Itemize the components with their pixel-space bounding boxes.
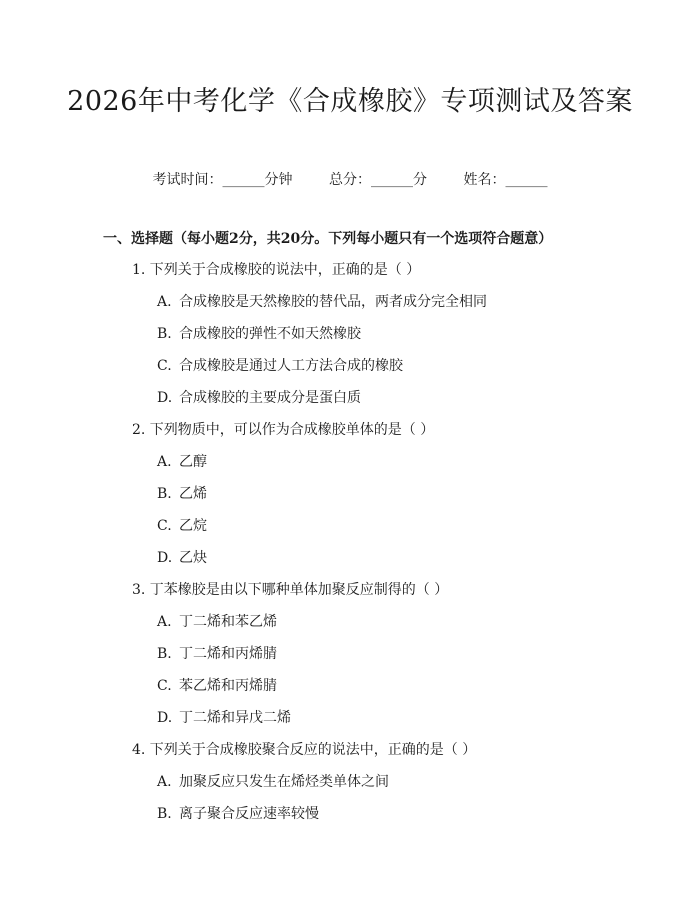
question-2-stem: 2. 下列物质中，可以作为合成橡胶单体的是（ ） [132, 422, 435, 438]
option-letter: B. [157, 646, 172, 662]
option-text: 合成橡胶的弹性不如天然橡胶 [179, 326, 361, 342]
option-letter: C. [157, 358, 172, 374]
option-letter: B. [157, 806, 172, 822]
question-2-option-d [157, 548, 207, 568]
student-name-field: 姓名：______ [463, 172, 548, 188]
question-3-option-b [157, 644, 277, 664]
question-2-option-a [157, 452, 207, 472]
question-3-option-c [157, 676, 277, 696]
option-text: 乙烷 [179, 518, 207, 534]
option-letter: D. [157, 550, 173, 566]
question-1-option-c [157, 356, 403, 376]
option-letter: B. [157, 326, 172, 342]
option-text: 合成橡胶的主要成分是蛋白质 [179, 390, 361, 406]
question-3-stem: 3. 丁苯橡胶是由以下哪种单体加聚反应制得的（ ） [132, 582, 449, 598]
option-text: 合成橡胶是通过人工方法合成的橡胶 [179, 358, 403, 374]
option-text: 离子聚合反应速率较慢 [179, 806, 319, 822]
option-letter: C. [157, 678, 172, 694]
option-text: 乙醇 [179, 454, 207, 470]
question-4-stem: 4. 下列关于合成橡胶聚合反应的说法中，正确的是（ ） [132, 742, 477, 758]
option-text: 苯乙烯和丙烯腈 [179, 678, 277, 694]
option-text: 乙烯 [179, 486, 207, 502]
question-4-option-a [157, 772, 389, 792]
question-1-option-b [157, 324, 361, 344]
question-1-option-d [157, 388, 361, 408]
option-text: 丁二烯和丙烯腈 [179, 646, 277, 662]
question-3-option-d [157, 708, 291, 728]
option-letter: D. [157, 390, 173, 406]
total-score-field: 总分：______分 [329, 172, 427, 188]
option-letter: D. [157, 710, 173, 726]
option-letter: C. [157, 518, 172, 534]
exam-meta [0, 170, 700, 190]
option-letter: A. [157, 454, 172, 470]
document-title: 2026年中考化学《合成橡胶》专项测试及答案 [67, 86, 633, 117]
option-text: 丁二烯和苯乙烯 [179, 614, 277, 630]
question-1-option-a [157, 292, 487, 312]
option-letter: A. [157, 294, 172, 310]
option-text: 乙炔 [179, 550, 207, 566]
question-4-option-b [157, 804, 319, 824]
option-letter: B. [157, 486, 172, 502]
option-text: 丁二烯和异戊二烯 [179, 710, 291, 726]
exam-time-field: 考试时间：______分钟 [152, 172, 293, 188]
question-3-option-a [157, 612, 277, 632]
question-2-option-b [157, 484, 207, 504]
question-2-option-c [157, 516, 207, 536]
section-heading: 一、选择题（每小题2分，共20分。下列每小题只有一个选项符合题意） [103, 231, 553, 247]
option-letter: A. [157, 774, 172, 790]
question-1-stem: 1. 下列关于合成橡胶的说法中，正确的是（ ） [132, 262, 421, 278]
option-letter: A. [157, 614, 172, 630]
option-text: 加聚反应只发生在烯烃类单体之间 [179, 774, 389, 790]
option-text: 合成橡胶是天然橡胶的替代品，两者成分完全相同 [179, 294, 487, 310]
